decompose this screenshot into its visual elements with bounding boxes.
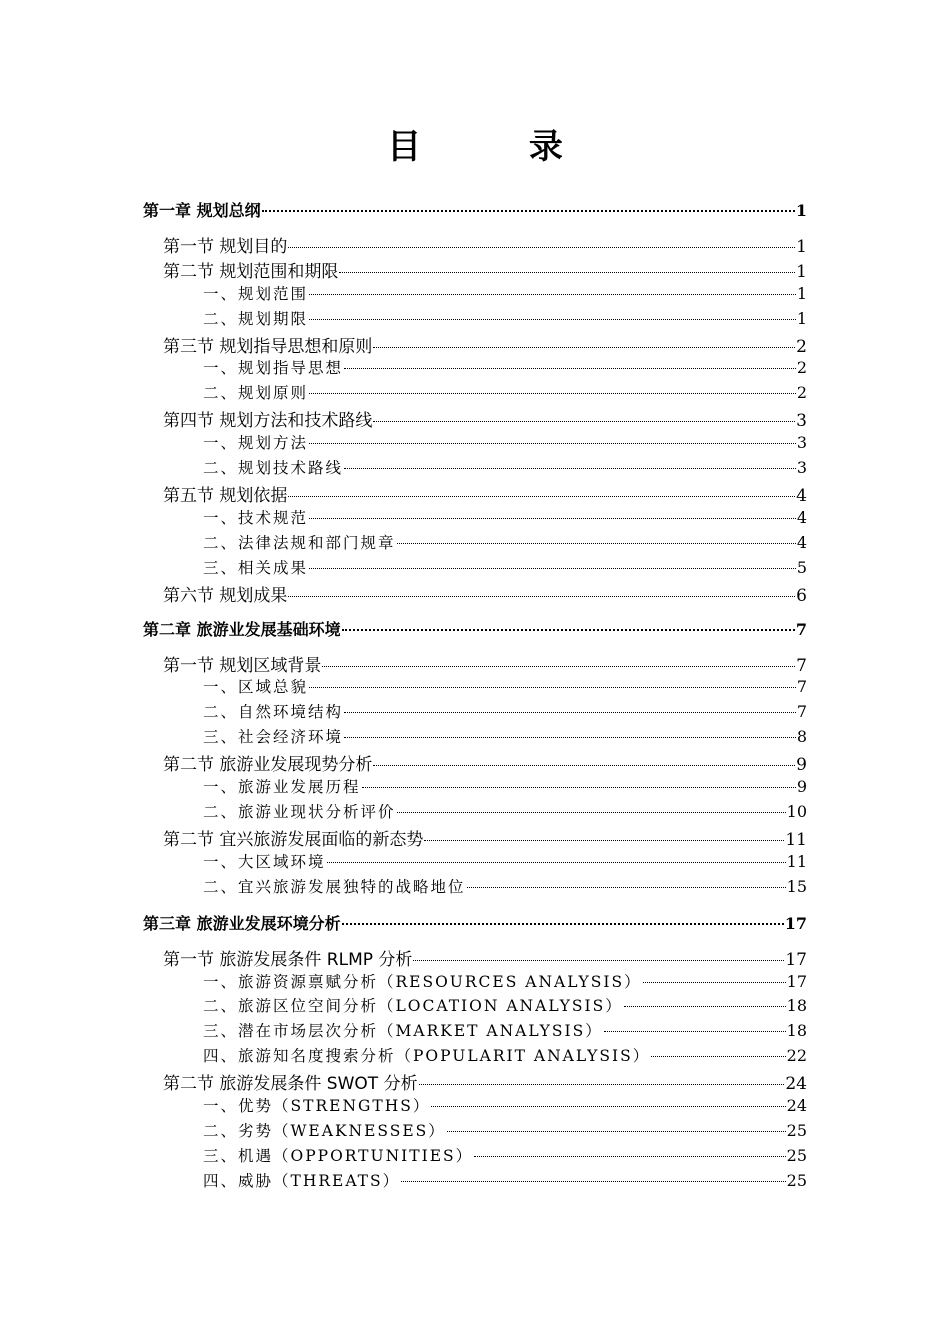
toc-entry-page-number: 25 [786,1121,807,1140]
toc-item-entry[interactable] [203,850,807,874]
dot-leader [624,1006,786,1007]
toc-entry-page-number: 8 [796,727,807,746]
dot-leader [309,393,796,394]
toc-section-entry[interactable] [163,945,807,969]
toc-entry-page-number: 1 [795,201,807,220]
toc-item-entry[interactable] [203,1044,807,1068]
toc-entry-page-number: 25 [786,1146,807,1165]
toc-entry-label: 三、相关成果 [203,559,309,577]
dot-leader [342,923,784,925]
toc-item-entry[interactable] [203,356,807,380]
dot-leader [327,862,786,863]
toc-item-entry[interactable] [203,456,807,480]
toc-entry-page-number: 18 [786,1021,807,1040]
toc-entry-page-number: 2 [796,358,807,377]
toc-item-entry[interactable] [203,381,807,405]
dot-leader [288,596,795,597]
dot-leader [309,319,796,320]
dot-leader [373,347,795,348]
dot-leader [262,210,795,212]
toc-entry-page-number: 4 [796,486,807,506]
toc-entry-label: 二、劣势（WEAKNESSES） [203,1122,446,1140]
toc-item-entry[interactable] [203,775,807,799]
toc-item-entry[interactable] [203,531,807,555]
toc-entry-label: 二、宜兴旅游发展独特的战略地位 [203,878,466,896]
toc-entry-page-number: 1 [796,309,807,328]
toc-item-entry[interactable] [203,700,807,724]
toc-entry-label: 一、优势（STRENGTHS） [203,1097,431,1115]
toc-entry-label: 第二节 旅游发展条件 SWOT 分析 [163,1074,418,1094]
dot-leader [339,272,795,273]
toc-entry-label: 第一章 规划总纲 [143,201,261,220]
dot-leader [309,687,796,688]
toc-entry-label: 一、大区域环境 [203,853,326,871]
toc-entry-page-number: 18 [786,996,807,1015]
toc-item-entry[interactable] [203,675,807,699]
toc-entry-page-number: 7 [796,656,807,676]
toc-entry-label: 二、规划原则 [203,384,309,402]
toc-entry-label: 一、旅游资源禀赋分析（RESOURCES ANALYSIS） [203,973,642,991]
dot-leader [643,982,786,983]
toc-entry-label: 四、威胁（THREATS） [203,1172,401,1190]
toc-entry-label: 三、机遇（OPPORTUNITIES） [203,1147,474,1165]
toc-chapter-entry[interactable] [143,617,807,641]
toc-entry-page-number: 11 [786,852,807,871]
dot-leader [474,1156,785,1157]
dot-leader [344,737,796,738]
dot-leader [424,840,784,841]
toc-entry-page-number: 9 [796,777,807,796]
toc-entry-label: 三、潜在市场层次分析（MARKET ANALYSIS） [203,1022,603,1040]
toc-item-entry[interactable] [203,282,807,306]
toc-item-entry[interactable] [203,1144,807,1168]
dot-leader [309,518,796,519]
toc-section-entry[interactable] [163,232,807,256]
toc-entry-label: 二、旅游业现状分析评价 [203,803,396,821]
dot-leader [431,1106,785,1107]
toc-section-entry[interactable] [163,406,807,430]
dot-leader [413,960,784,961]
toc-entry-label: 第四节 规划方法和技术路线 [163,411,373,431]
toc-entry-page-number: 5 [796,558,807,577]
toc-entry-page-number: 22 [786,1046,807,1065]
toc-entry-label: 第三章 旅游业发展环境分析 [143,914,341,933]
toc-item-entry[interactable] [203,506,807,530]
toc-item-entry[interactable] [203,1094,807,1118]
toc-entry-label: 二、自然环境结构 [203,703,344,721]
dot-leader [447,1131,786,1132]
toc-section-entry[interactable] [163,481,807,505]
dot-leader [288,247,795,248]
toc-entry-label: 三、社会经济环境 [203,728,344,746]
dot-leader [373,421,795,422]
toc-section-entry[interactable] [163,651,807,675]
toc-item-entry[interactable] [203,725,807,749]
toc-item-entry[interactable] [203,800,807,824]
toc-entry-page-number: 10 [786,802,807,821]
dot-leader [604,1031,786,1032]
dot-leader [651,1056,785,1057]
toc-item-entry[interactable] [203,1119,807,1143]
dot-leader [373,765,795,766]
toc-entry-page-number: 7 [795,620,807,639]
toc-entry-page-number: 3 [796,458,807,477]
dot-leader [419,1084,785,1085]
toc-entry-label: 第一节 规划目的 [163,237,288,257]
toc-entry-page-number: 25 [786,1171,807,1190]
toc-entry-label: 二、法律法规和部门规章 [203,534,396,552]
toc-entry-label: 一、规划指导思想 [203,359,344,377]
toc-entry-label: 第二节 规划范围和期限 [163,262,339,282]
toc-entry-page-number: 3 [796,411,807,431]
toc-entry-page-number: 24 [786,1096,807,1115]
toc-entry-page-number: 7 [796,677,807,696]
toc-entry-label: 第六节 规划成果 [163,586,288,606]
toc-entry-page-number: 4 [796,533,807,552]
toc-section-entry[interactable] [163,1069,807,1093]
toc-entry-page-number: 17 [785,950,807,970]
toc-entry-page-number: 11 [785,830,807,850]
toc-entry-label: 一、技术规范 [203,509,309,527]
toc-item-entry[interactable] [203,1019,807,1043]
toc-entry-label: 第三节 规划指导思想和原则 [163,337,373,357]
dot-leader [344,468,796,469]
dot-leader [344,368,796,369]
dot-leader [397,543,796,544]
dot-leader [309,294,796,295]
toc-entry-label: 第二章 旅游业发展基础环境 [143,620,341,639]
dot-leader [309,568,796,569]
toc-entry-label: 一、区域总貌 [203,678,309,696]
dot-leader [309,443,796,444]
page-title: 目 录 [387,127,611,167]
toc-section-entry[interactable] [163,257,807,281]
dot-leader [397,812,786,813]
toc-section-entry[interactable] [163,825,807,849]
dot-leader [344,712,796,713]
toc-entry-label: 第五节 规划依据 [163,486,288,506]
toc-section-entry[interactable] [163,581,807,605]
dot-leader [467,887,786,888]
toc-entry-label: 第一节 旅游发展条件 RLMP 分析 [163,950,413,970]
toc-entry-page-number: 3 [796,433,807,452]
toc-entry-label: 二、规划期限 [203,310,309,328]
toc-item-entry[interactable] [203,431,807,455]
dot-leader [322,666,795,667]
toc-entry-label: 第一节 规划区域背景 [163,656,322,676]
toc-entry-label: 一、规划方法 [203,434,309,452]
dot-leader [342,629,795,631]
toc-item-entry[interactable] [203,994,807,1018]
toc-entry-label: 一、规划范围 [203,285,309,303]
toc-section-entry[interactable] [163,750,807,774]
dot-leader [288,496,795,497]
toc-entry-page-number: 9 [796,755,807,775]
toc-entry-label: 一、旅游业发展历程 [203,778,361,796]
toc-item-entry[interactable] [203,1169,807,1193]
toc-entry-label: 第二节 宜兴旅游发展面临的新态势 [163,830,424,850]
toc-item-entry[interactable] [203,556,807,580]
toc-entry-page-number: 2 [796,383,807,402]
dot-leader [401,1181,785,1182]
toc-entry-label: 四、旅游知名度搜索分析（POPULARIT ANALYSIS） [203,1047,651,1065]
toc-item-entry[interactable] [203,875,807,899]
toc-entry-page-number: 4 [796,508,807,527]
toc-item-entry[interactable] [203,970,807,994]
toc-entry-page-number: 24 [785,1074,807,1094]
toc-entry-page-number: 6 [796,586,807,606]
toc-entry-label: 二、规划技术路线 [203,459,344,477]
toc-chapter-entry[interactable] [143,198,807,222]
toc-entry-page-number: 2 [796,337,807,357]
toc-entry-page-number: 15 [786,877,807,896]
toc-item-entry[interactable] [203,307,807,331]
toc-section-entry[interactable] [163,332,807,356]
toc-entry-page-number: 17 [786,972,807,991]
toc-entry-page-number: 1 [796,284,807,303]
toc-entry-page-number: 17 [784,914,807,933]
toc-entry-label: 第二节 旅游业发展现势分析 [163,755,373,775]
toc-chapter-entry[interactable] [143,911,807,935]
toc-entry-page-number: 7 [796,702,807,721]
toc-entry-page-number: 1 [796,262,807,282]
toc-entry-label: 二、旅游区位空间分析（LOCATION ANALYSIS） [203,997,623,1015]
toc-entry-page-number: 1 [796,237,807,257]
dot-leader [362,787,796,788]
